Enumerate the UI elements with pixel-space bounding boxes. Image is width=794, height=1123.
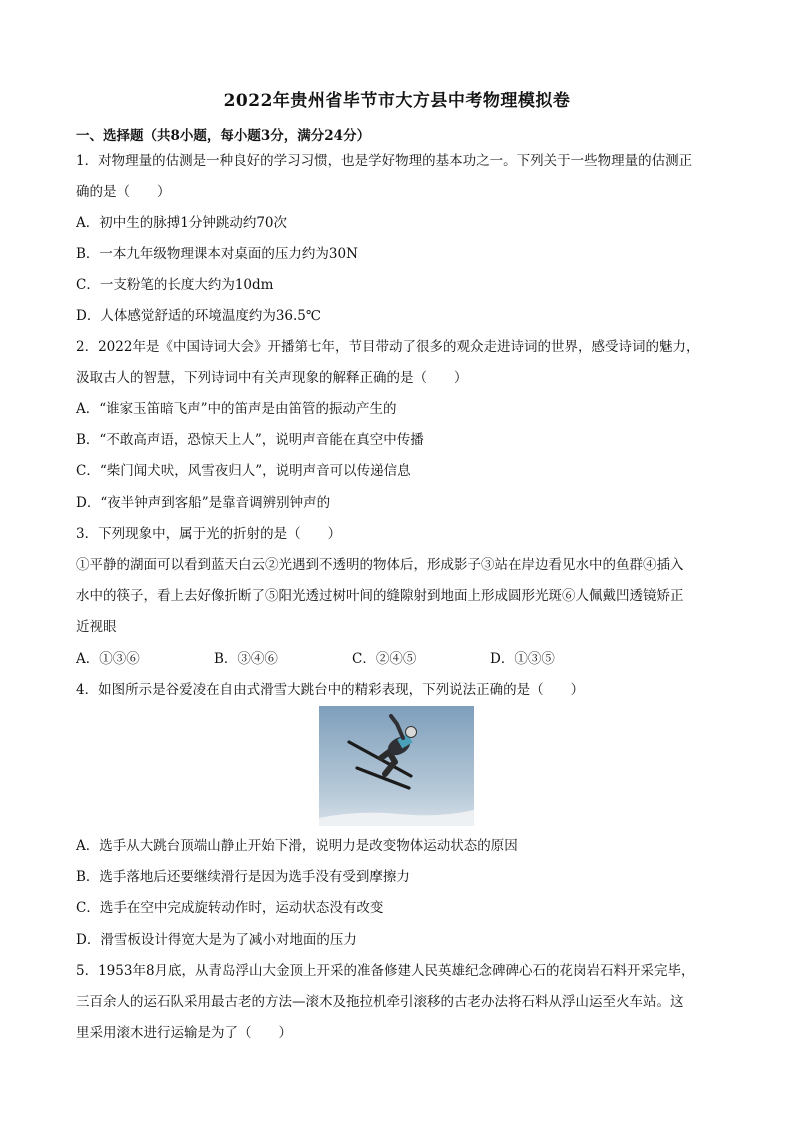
q5-stem-line3: 里采用滚木进行运输是为了（ ） <box>76 1025 292 1041</box>
q2-stem-line2: 汲取古人的智慧，下列诗词中有关声现象的解释正确的是（ ） <box>76 370 468 386</box>
page-title: 2022年贵州省毕节市大方县中考物理模拟卷 <box>223 91 571 111</box>
q4-option-d: D．滑雪板设计得宽大是为了减小对地面的压力 <box>76 932 357 948</box>
q4-option-b: B．选手落地后还要继续滑行是因为选手没有受到摩擦力 <box>76 869 410 885</box>
q3-stem-line2: ①平静的湖面可以看到蓝天白云②光遇到不透明的物体后，形成影子③站在岸边看见水中的鱼群④插入 <box>76 557 684 573</box>
q3-stem-line4: 近视眼 <box>76 619 117 635</box>
q2-option-a: A．“谁家玉笛暗飞声”中的笛声是由笛管的振动产生的 <box>76 401 397 417</box>
q2-option-d: D．“夜半钟声到客船”是靠音调辨别钟声的 <box>76 495 331 511</box>
section-header: 一、选择题（共8小题，每小题3分，满分24分） <box>76 128 371 144</box>
q3-option-b: B．③④⑥ <box>214 651 278 667</box>
q4-stem: 4．如图所示是谷爱凌在自由式滑雪大跳台中的精彩表现，下列说法正确的是（ ） <box>76 682 585 698</box>
q1-option-c: C．一支粉笔的长度大约为10dm <box>76 277 274 293</box>
q3-option-c: C．②④⑤ <box>352 651 417 667</box>
q4-option-a: A．选手从大跳台顶端山静止开始下滑，说明力是改变物体运动状态的原因 <box>76 838 518 854</box>
q1-stem-line1: 1．对物理量的估测是一种良好的学习习惯，也是学好物理的基本功之一。下列关于一些物理量的估测正 <box>76 153 693 169</box>
q4-option-c: C．选手在空中完成旋转动作时，运动状态没有改变 <box>76 900 384 916</box>
skier-illustration <box>319 706 474 826</box>
skier-helmet <box>406 727 417 738</box>
skier-photo <box>319 706 474 826</box>
q3-stem-line3: 水中的筷子，看上去好像折断了⑤阳光透过树叶间的缝隙射到地面上形成圆形光斑⑥人佩戴凹透镜矫正 <box>76 588 684 604</box>
q2-option-c: C．“柴门闻犬吠，风雪夜归人”，说明声音可以传递信息 <box>76 463 411 479</box>
q3-stem-line1: 3．下列现象中，属于光的折射的是（ ） <box>76 526 342 542</box>
q5-stem-line1: 5．1953年8月底，从青岛浮山大金顶上开采的准备修建人民英雄纪念碑碑心石的花岗岩石料开采完毕， <box>76 963 695 979</box>
q2-stem-line1: 2．2022年是《中国诗词大会》开播第七年，节目带动了很多的观众走进诗词的世界，感受诗词的魅力， <box>76 339 700 355</box>
q3-option-a: A．①③⑥ <box>76 651 140 667</box>
q3-option-d: D．①③⑤ <box>490 651 555 667</box>
q1-stem-line2: 确的是（ ） <box>76 184 171 200</box>
q5-stem-line2: 三百余人的运石队采用最古老的方法—滚木及拖拉机牵引滚移的古老办法将石料从浮山运至火车站。这 <box>76 994 684 1010</box>
q1-option-a: A．初中生的脉搏1分钟跳动约70次 <box>76 215 288 231</box>
q1-option-d: D．人体感觉舒适的环境温度约为36.5℃ <box>76 308 321 324</box>
q2-option-b: B．“不敢高声语，恐惊天上人”，说明声音能在真空中传播 <box>76 432 424 448</box>
q1-option-b: B．一本九年级物理课本对桌面的压力约为30N <box>76 246 358 262</box>
